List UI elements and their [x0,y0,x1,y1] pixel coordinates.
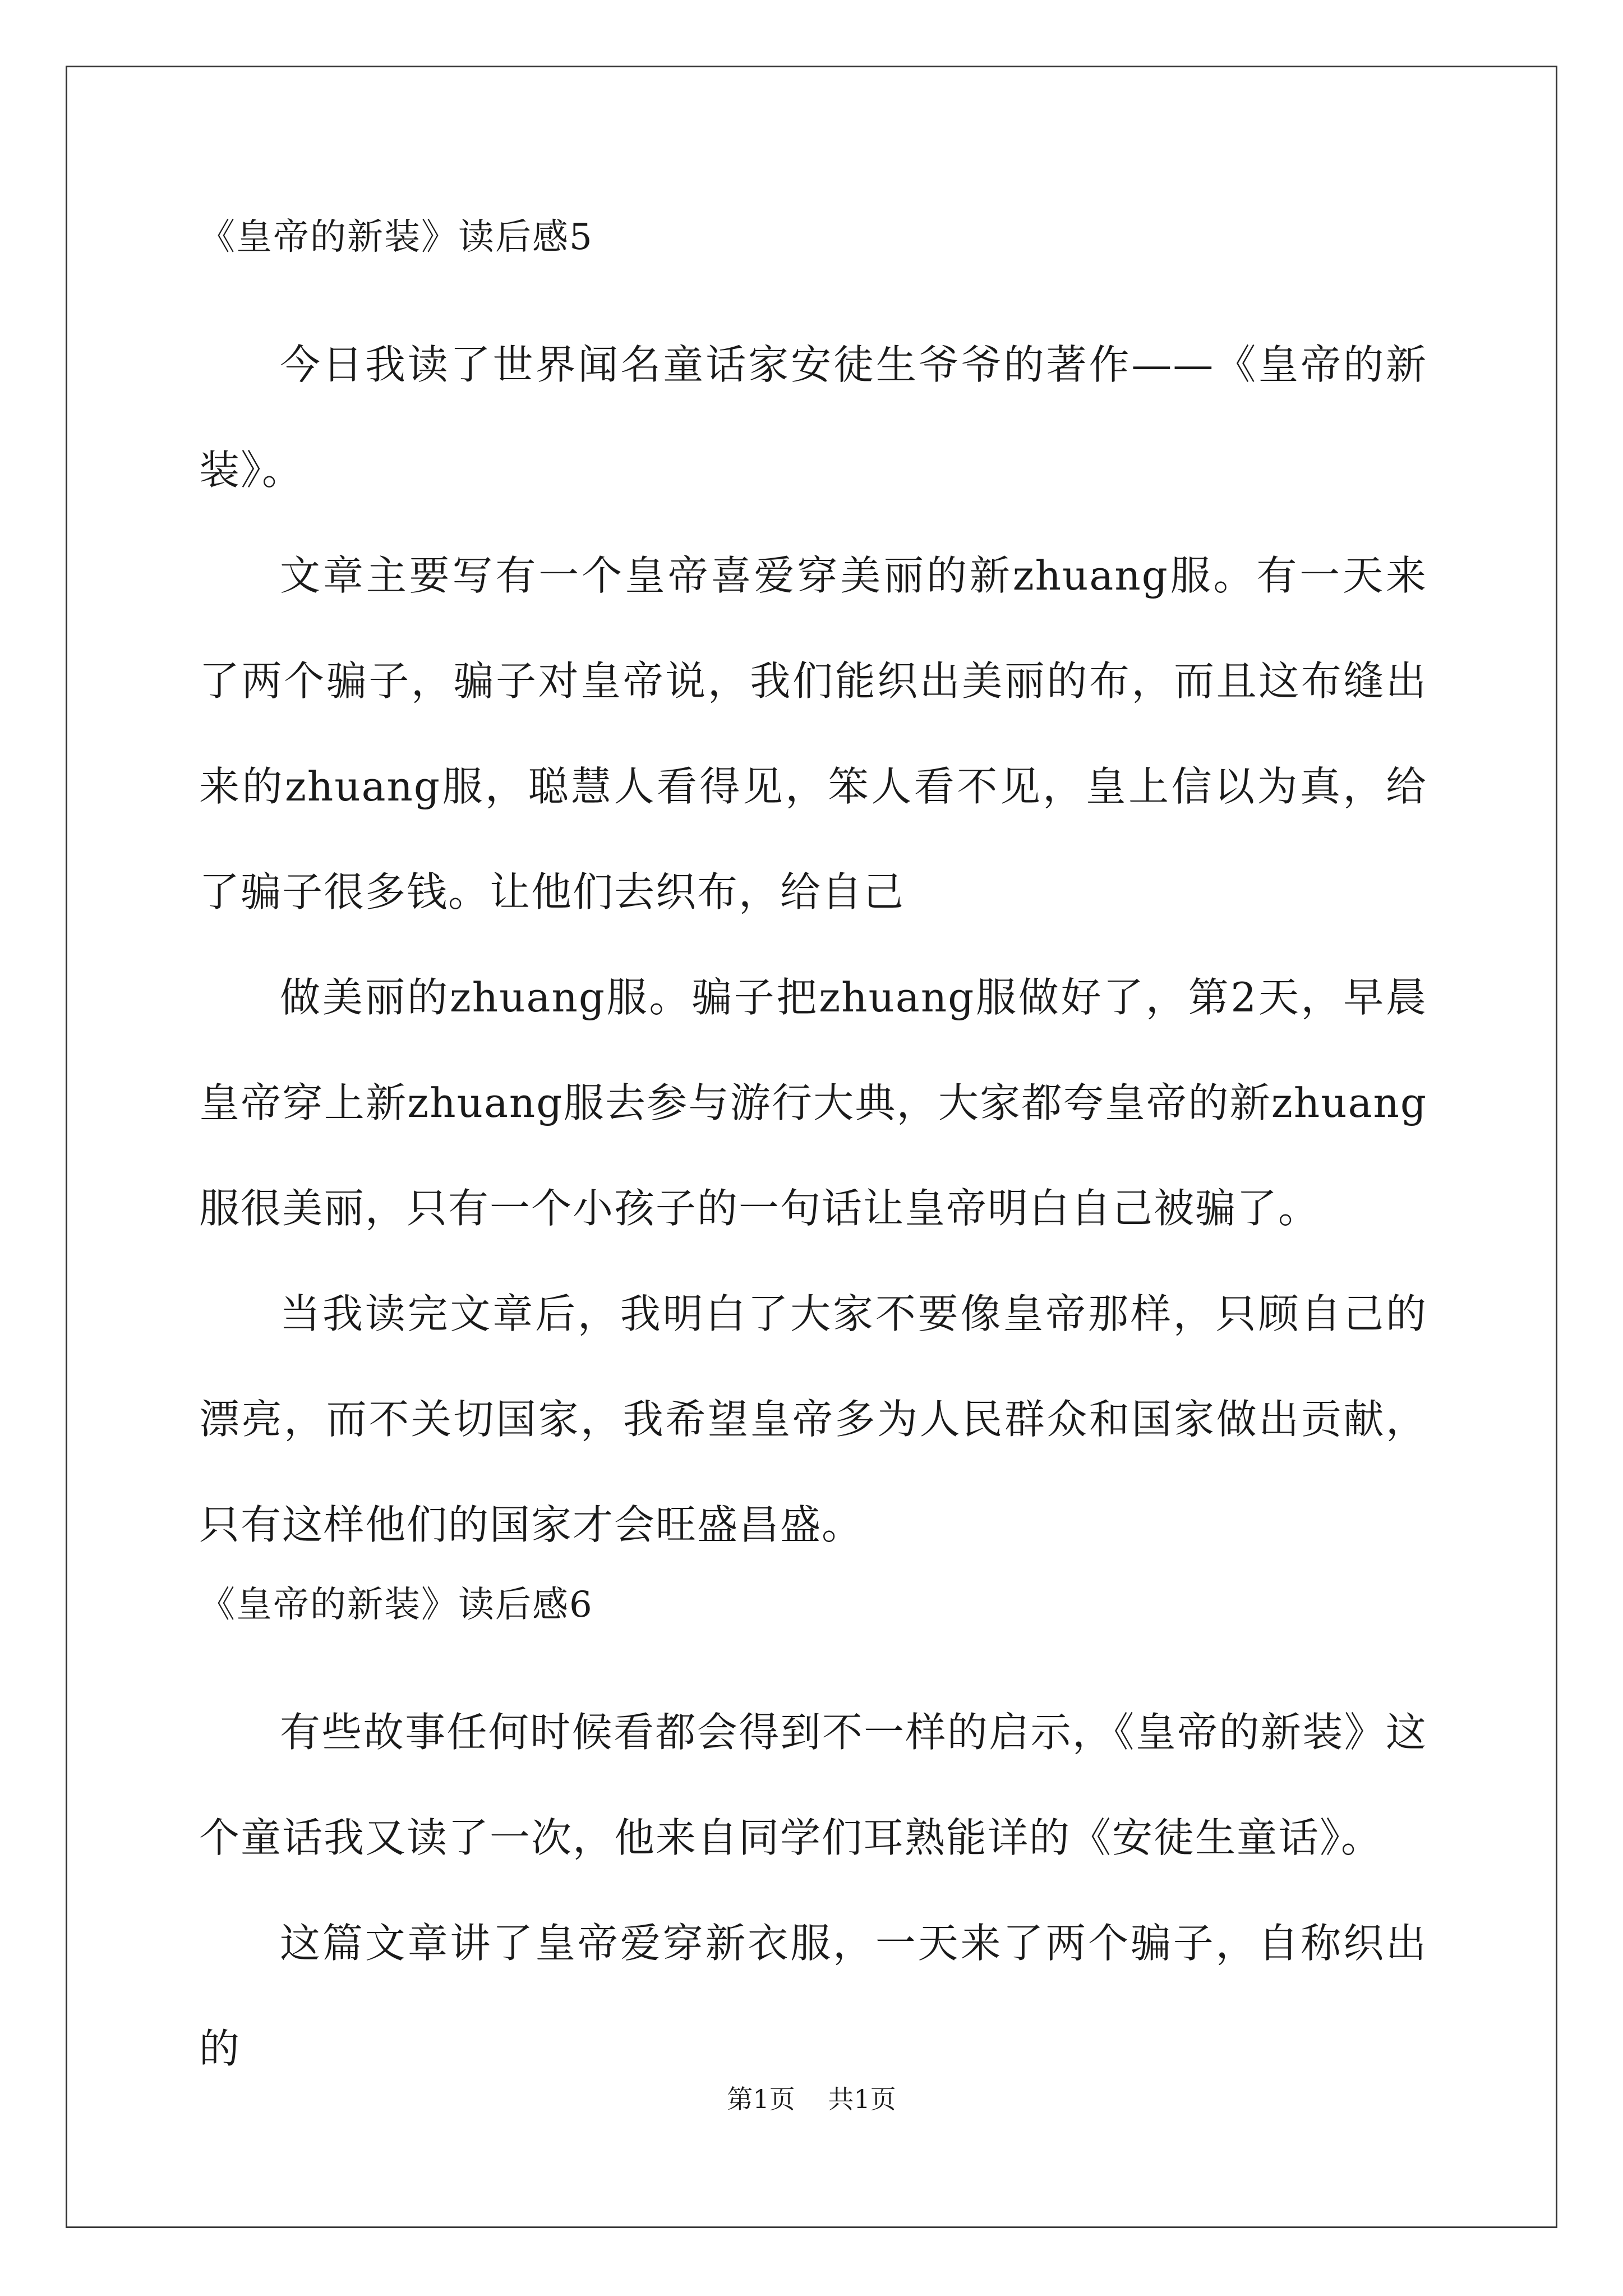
page-total: 共1页 [828,2084,896,2114]
paragraph: 这篇文章讲了皇帝爱穿新衣服，一天来了两个骗子，自称织出的 [199,1920,1427,2072]
section-heading: 《皇帝的新装》读后感6 [199,1584,593,1626]
page-number: 第1页 [727,2084,795,2114]
essay-section-5 [199,213,1427,1577]
paragraph: 今日我读了世界闻名童话家安徒生爷爷的著作——《皇帝的新装》。 [199,341,1427,494]
essay-section-6 [199,1581,1427,2101]
section-heading: 《皇帝的新装》读后感5 [199,217,593,258]
document-body [199,213,1427,2101]
paragraph: 文章主要写有一个皇帝喜爱穿美丽的新zhuang服。有一天来了两个骗子，骗子对皇帝说，我们能织出美丽的布，而且这布缝出来的zhuang服，聪慧人看得见，笨人看不见，皇上信以为真，给了骗子很多钱。让他们去织布，给自己 [199,552,1427,915]
page-footer [0,2082,1623,2116]
paragraph: 当我读完文章后，我明白了大家不要像皇帝那样，只顾自己的漂亮，而不关切国家，我希望皇帝多为人民群众和国家做出贡献，只有这样他们的国家才会旺盛昌盛。 [199,1290,1427,1548]
paragraph: 有些故事任何时候看都会得到不一样的启示，《皇帝的新装》这个童话我又读了一次，他来自同学们耳熟能详的《安徒生童话》。 [199,1709,1427,1861]
paragraph: 做美丽的zhuang服。骗子把zhuang服做好了，第2天，早晨皇帝穿上新zhuang服去参与游行大典，大家都夸皇帝的新zhuang服很美丽，只有一个小孩子的一句话让皇帝明白自己被骗了。 [199,974,1427,1232]
